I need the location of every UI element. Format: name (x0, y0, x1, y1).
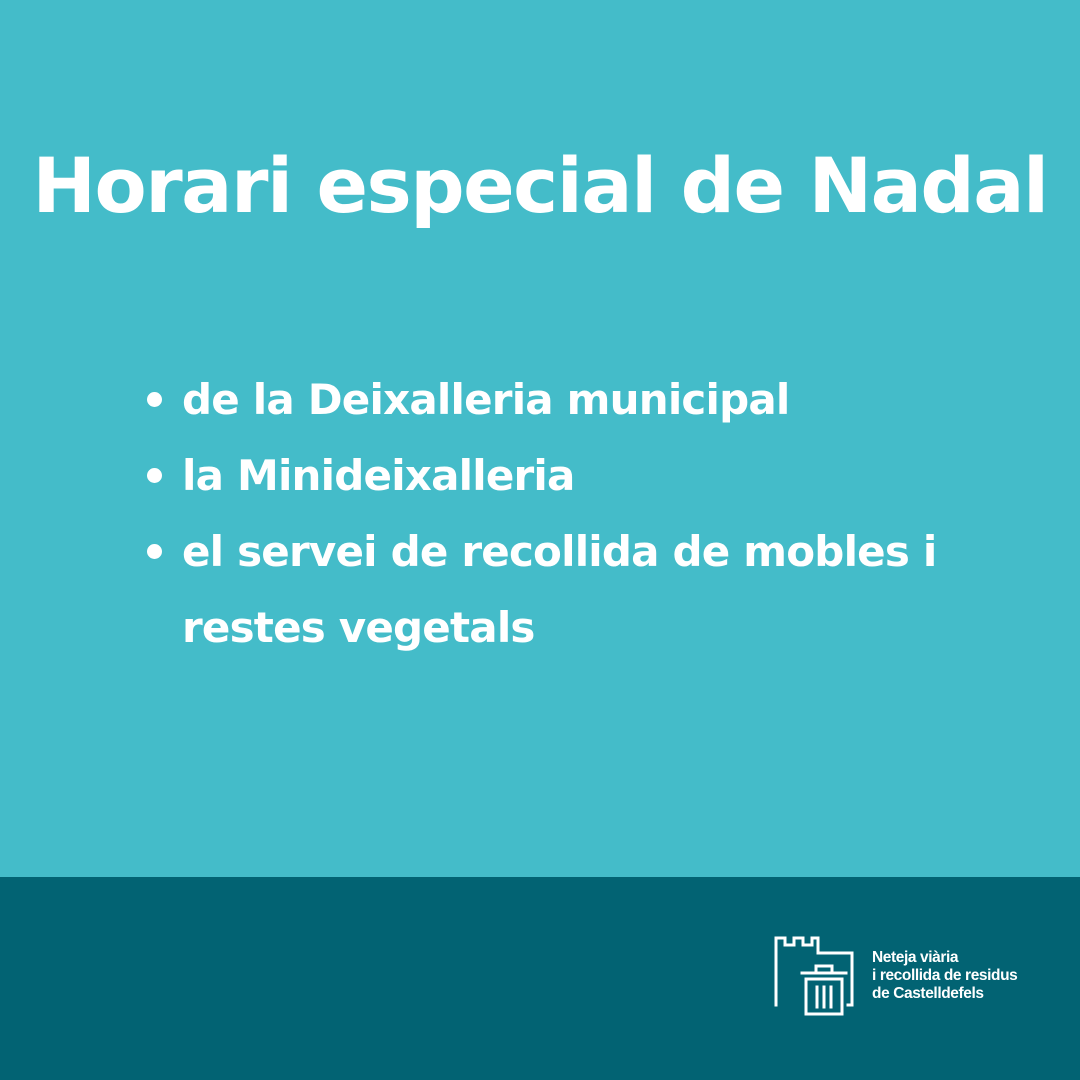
bullet-dot-icon (147, 468, 162, 483)
brand-name (872, 949, 1017, 1003)
brand-logo (772, 935, 1017, 1017)
bullet-list (140, 362, 1000, 666)
list-item (140, 438, 1000, 514)
list-item (140, 514, 1000, 666)
brand-line: Neteja viària (872, 949, 959, 966)
brand-line: i recollida de residus (872, 967, 1018, 984)
list-item-text: la Minideixalleria (182, 451, 575, 500)
list-item-text: el servei de recollida de mobles i restes vegetals (182, 527, 937, 652)
bullet-dot-icon (147, 544, 162, 559)
bullet-dot-icon (147, 392, 162, 407)
page-title: Horari especial de Nadal (32, 141, 1048, 230)
list-item-text: de la Deixalleria municipal (182, 375, 790, 424)
castle-trash-bin-icon (772, 935, 856, 1017)
list-item (140, 362, 1000, 438)
brand-line: de Castelldefels (872, 985, 984, 1002)
